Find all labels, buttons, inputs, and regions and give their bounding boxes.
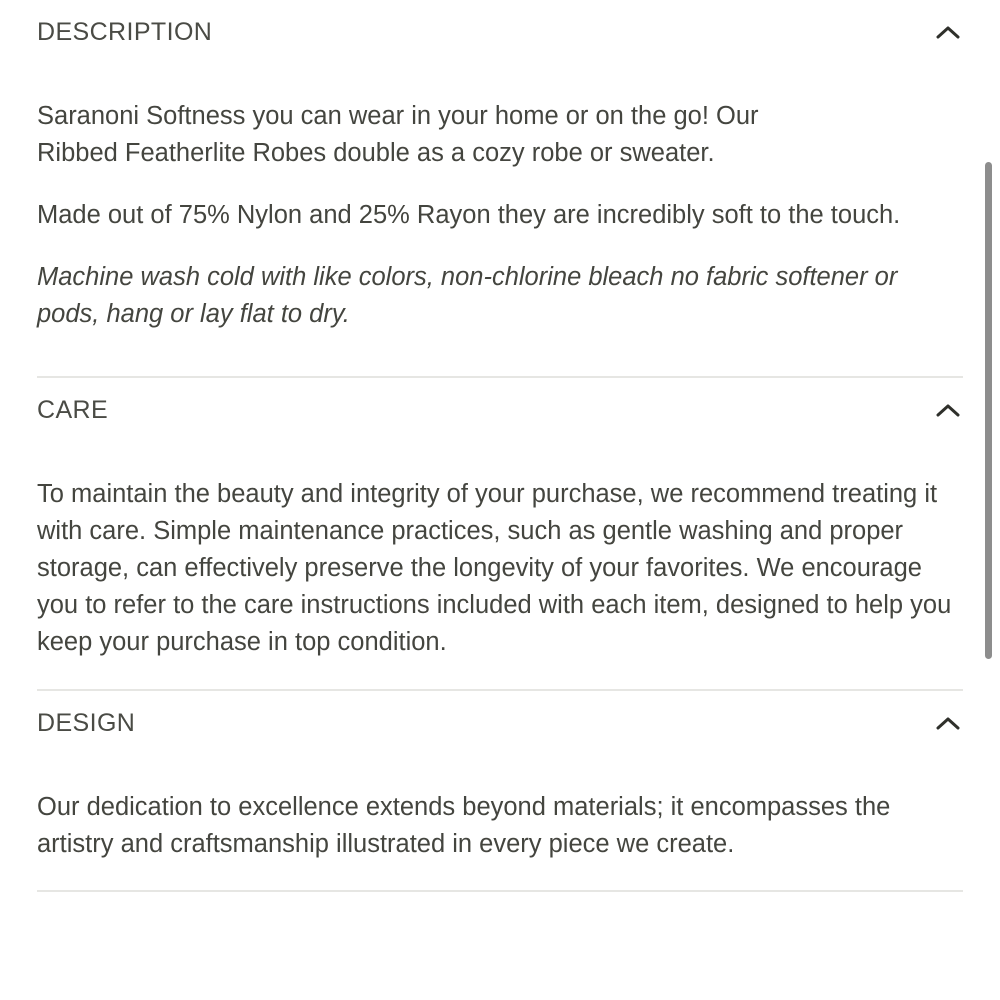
accordion-body-care: [37, 442, 963, 689]
accordion-title: DESCRIPTION: [37, 17, 213, 46]
accordion-section-description: [37, 0, 963, 378]
chevron-up-icon[interactable]: [935, 23, 961, 41]
accordion-title: CARE: [37, 395, 109, 424]
accordion-section-design: [37, 691, 963, 892]
accordion-header-design[interactable]: [37, 691, 963, 755]
product-details-accordion: [37, 0, 963, 892]
chevron-up-icon[interactable]: [935, 714, 961, 732]
design-paragraph: Our dedication to excellence extends beyond materials; it encompasses the artistry and craftsmanship illustrated in every piece we create.: [37, 793, 891, 858]
accordion-body-design: [37, 755, 963, 890]
material-paragraph: Made out of 75% Nylon and 25% Rayon they are incredibly soft to the touch.: [37, 201, 901, 229]
wash-instructions-paragraph: Machine wash cold with like colors, non-chlorine bleach no fabric softener or pods, hang or lay flat to dry.: [37, 263, 898, 328]
accordion-body-description: [37, 64, 963, 376]
scrollbar-thumb[interactable]: [985, 162, 992, 659]
description-paragraph: Saranoni Softness you can wear in your home or on the go! Our Ribbed Featherlite Robes double as a cozy robe or sweater.: [37, 102, 759, 167]
accordion-section-care: [37, 378, 963, 691]
care-paragraph: To maintain the beauty and integrity of your purchase, we recommend treating it with care. Simple maintenance practices, such as gentle washing and proper storage, can effectively preserve the longevity of your favorites. We encourage you to refer to the care instructions included with each item, designed to help you keep your purchase in top condition.: [37, 480, 952, 656]
accordion-header-description[interactable]: [37, 0, 963, 64]
chevron-up-icon[interactable]: [935, 401, 961, 419]
accordion-title: DESIGN: [37, 708, 136, 737]
accordion-header-care[interactable]: [37, 378, 963, 442]
